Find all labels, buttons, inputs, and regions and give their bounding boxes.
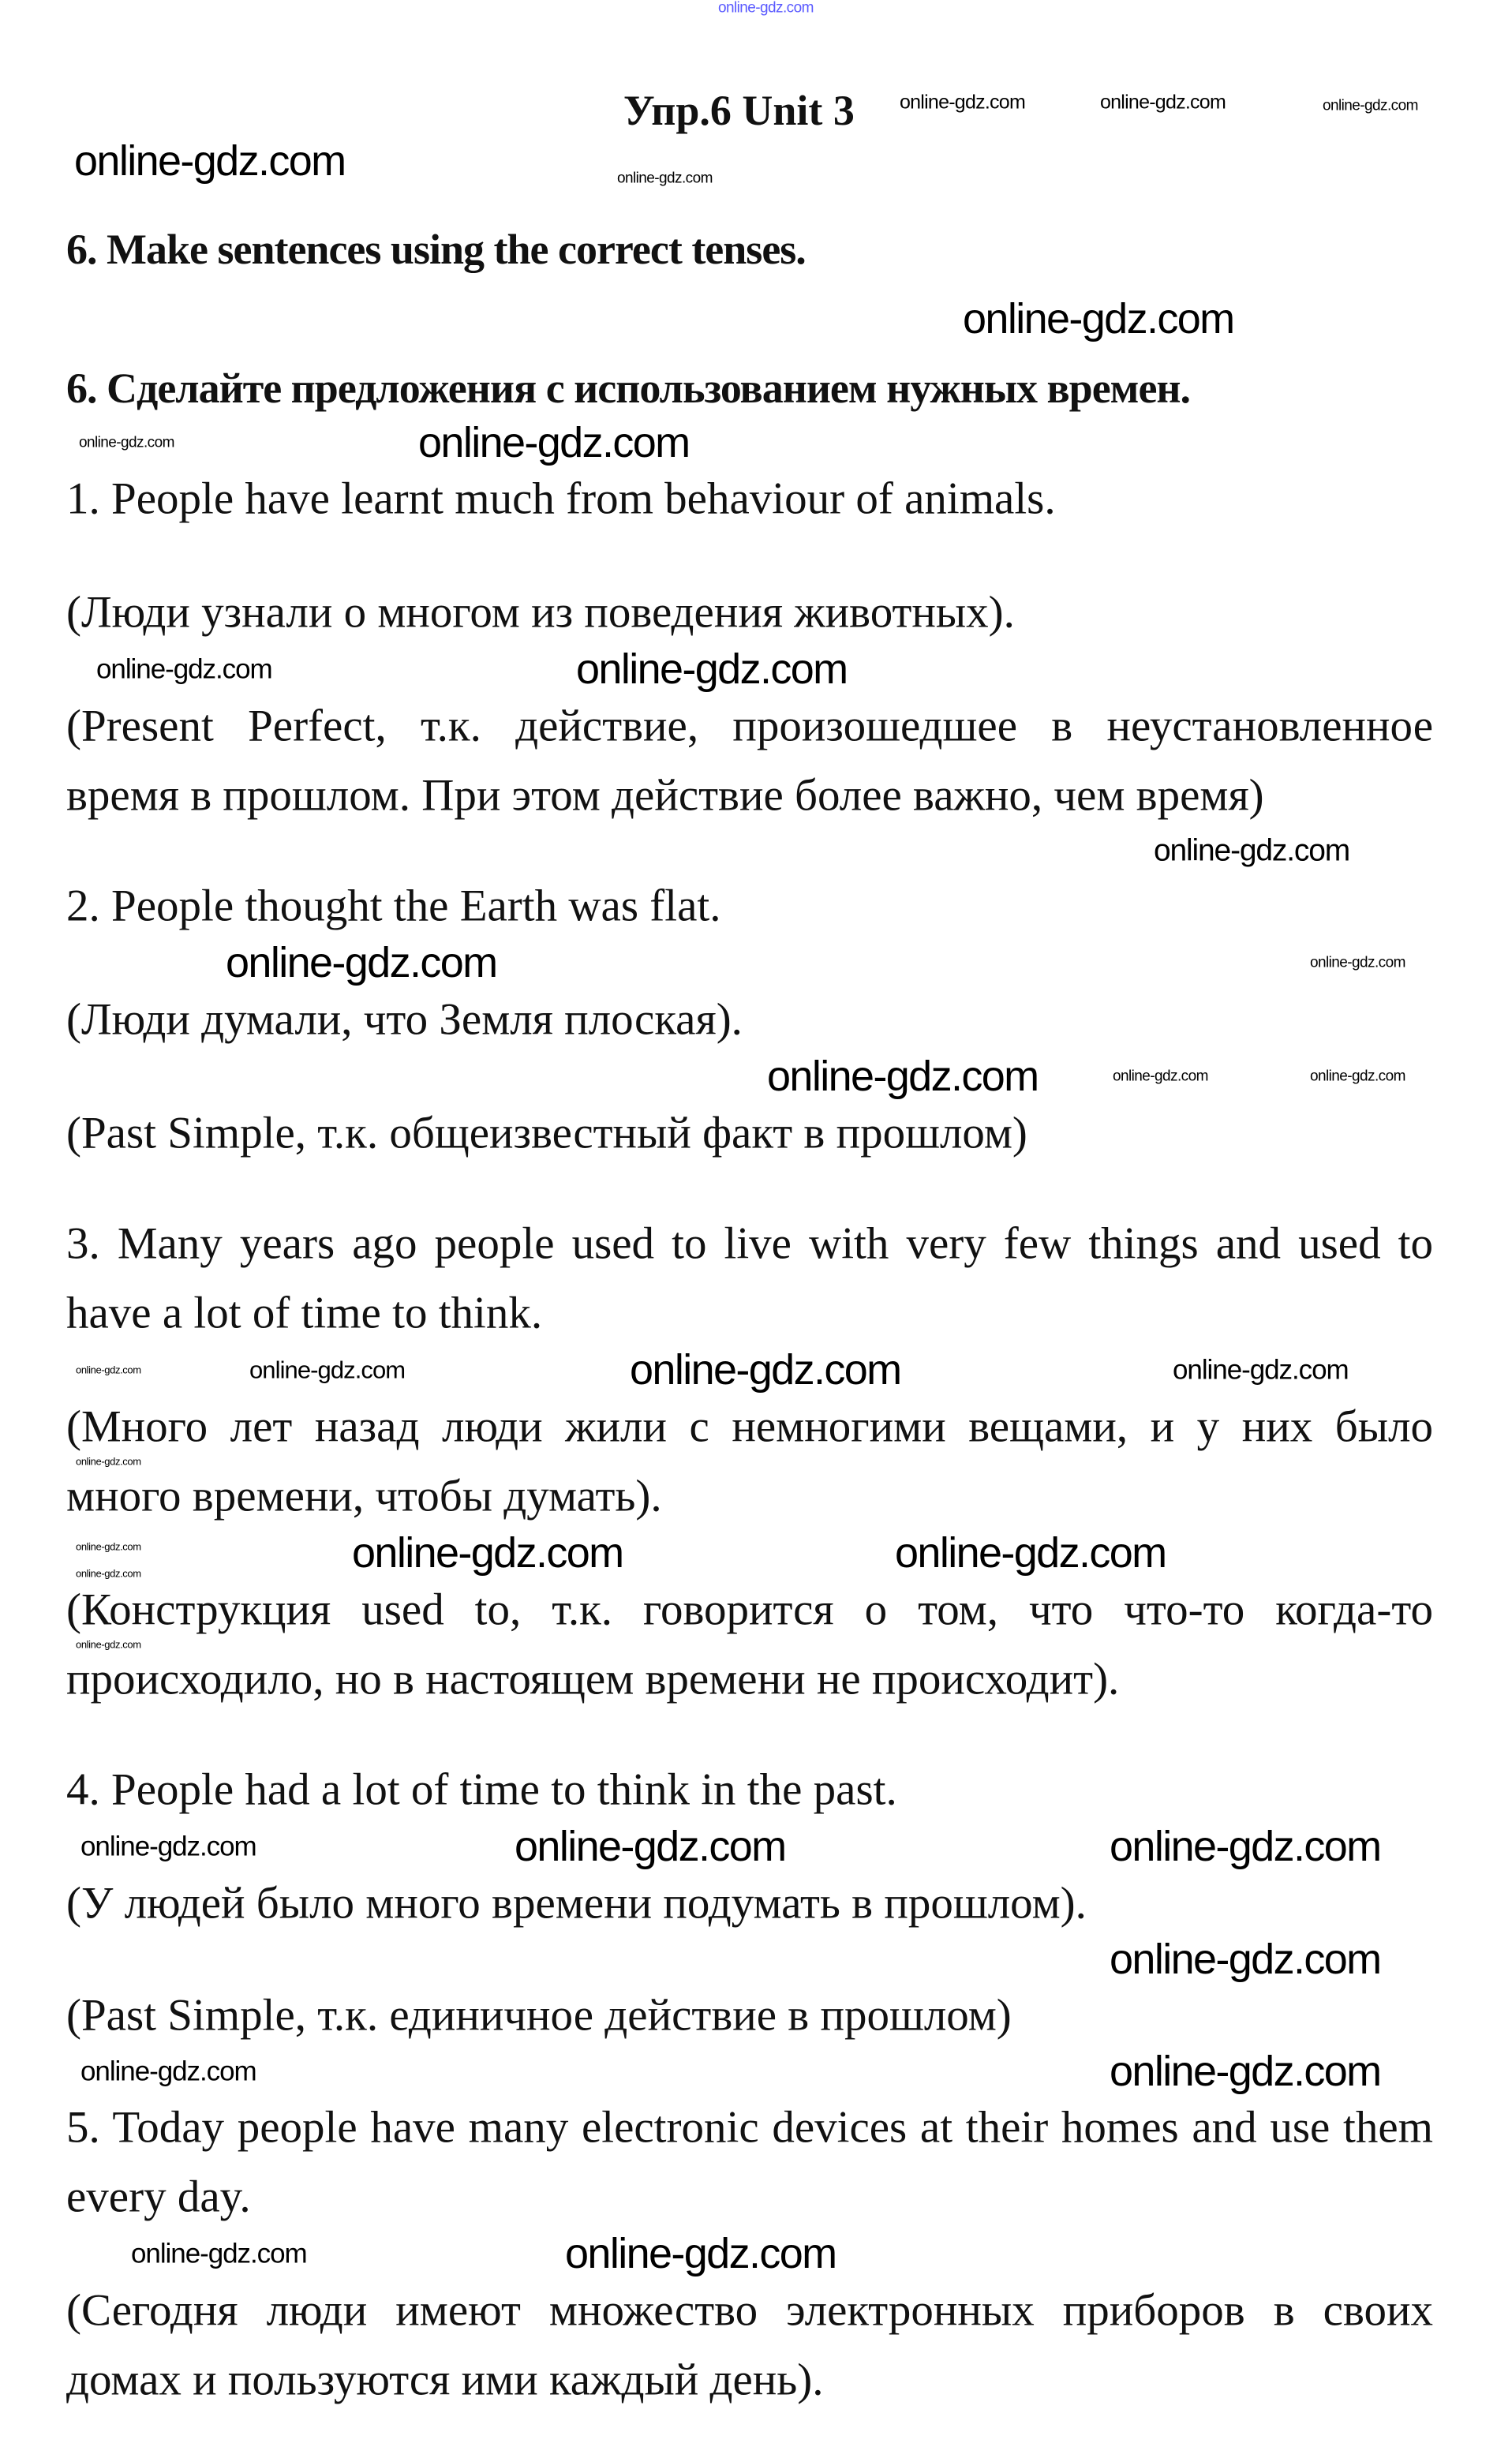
watermark: online-gdz.com bbox=[630, 1346, 901, 1394]
translation-3-line-1: (Много лет назад люди жили с немногими вещами, и у них было bbox=[66, 1401, 1433, 1452]
translation-2: (Люди думали, что Земля плоская). bbox=[66, 994, 743, 1045]
explanation-3-line-1: (Конструкция used to, т.к. говорится о том, что что-то когда-то bbox=[66, 1584, 1433, 1635]
translation-5-line-1: (Сегодня люди имеют множество электронных приборов в своих bbox=[66, 2285, 1433, 2336]
watermark: online-gdz.com bbox=[718, 0, 814, 17]
sentence-1: 1. People have learnt much from behaviour of animals. bbox=[66, 473, 1056, 524]
heading-russian: 6. Сделайте предложения с использованием нужных времен. bbox=[66, 365, 1191, 412]
watermark: online-gdz.com bbox=[1110, 1936, 1381, 1983]
explanation-1-line-2: время в прошлом. При этом действие более важно, чем время) bbox=[66, 770, 1264, 821]
watermark: online-gdz.com bbox=[249, 1356, 406, 1384]
watermark: online-gdz.com bbox=[565, 2230, 836, 2277]
translation-3-line-2: много времени, чтобы думать). bbox=[66, 1471, 662, 1521]
watermark: online-gdz.com bbox=[80, 1831, 256, 1862]
sentence-5-line-2: every day. bbox=[66, 2172, 251, 2222]
watermark: online-gdz.com bbox=[576, 645, 848, 693]
watermark: online-gdz.com bbox=[1110, 1823, 1381, 1870]
watermark: online-gdz.com bbox=[515, 1823, 786, 1870]
translation-1: (Люди узнали о многом из поведения животных). bbox=[66, 587, 1015, 638]
watermark: online-gdz.com bbox=[1310, 1068, 1405, 1085]
watermark: online-gdz.com bbox=[80, 2056, 256, 2087]
explanation-1-line-1: (Present Perfect, т.к. действие, произошедшее в неустановленное bbox=[66, 701, 1433, 751]
watermark: online-gdz.com bbox=[76, 1540, 141, 1553]
watermark: online-gdz.com bbox=[74, 137, 346, 185]
watermark: online-gdz.com bbox=[131, 2238, 307, 2269]
sentence-2: 2. People thought the Earth was flat. bbox=[66, 881, 721, 931]
watermark: online-gdz.com bbox=[352, 1529, 623, 1577]
watermark: online-gdz.com bbox=[76, 1567, 141, 1580]
watermark: online-gdz.com bbox=[895, 1529, 1166, 1577]
watermark: online-gdz.com bbox=[1310, 954, 1405, 971]
watermark: online-gdz.com bbox=[96, 653, 272, 685]
watermark: online-gdz.com bbox=[1113, 1068, 1208, 1085]
watermark: online-gdz.com bbox=[900, 91, 1026, 114]
sentence-3-line-1: 3. Many years ago people used to live with very few things and used to bbox=[66, 1218, 1433, 1269]
watermark: online-gdz.com bbox=[1173, 1354, 1349, 1386]
sentence-4: 4. People had a lot of time to think in the past. bbox=[66, 1764, 897, 1815]
watermark: online-gdz.com bbox=[617, 170, 713, 187]
translation-5-line-2: домах и пользуются ими каждый день). bbox=[66, 2355, 824, 2405]
watermark: online-gdz.com bbox=[1100, 91, 1226, 114]
explanation-2: (Past Simple, т.к. общеизвестный факт в прошлом) bbox=[66, 1108, 1027, 1158]
page-title: Упр.6 Unit 3 bbox=[623, 87, 855, 134]
watermark: online-gdz.com bbox=[963, 295, 1234, 342]
watermark: online-gdz.com bbox=[1110, 2048, 1381, 2095]
watermark: online-gdz.com bbox=[1323, 97, 1418, 114]
watermark: online-gdz.com bbox=[767, 1053, 1039, 1100]
watermark: online-gdz.com bbox=[76, 1638, 141, 1651]
explanation-4: (Past Simple, т.к. единичное действие в прошлом) bbox=[66, 1990, 1012, 2041]
watermark: online-gdz.com bbox=[79, 434, 174, 451]
sentence-3-line-2: have a lot of time to think. bbox=[66, 1288, 543, 1338]
explanation-3-line-2: происходило, но в настоящем времени не происходит). bbox=[66, 1654, 1120, 1704]
translation-4: (У людей было много времени подумать в прошлом). bbox=[66, 1878, 1087, 1929]
heading-english: 6. Make sentences using the correct tenses. bbox=[66, 226, 806, 273]
watermark: online-gdz.com bbox=[1154, 833, 1350, 868]
watermark: online-gdz.com bbox=[418, 419, 690, 466]
watermark: online-gdz.com bbox=[76, 1455, 141, 1468]
sentence-5-line-1: 5. Today people have many electronic devices at their homes and use them bbox=[66, 2102, 1433, 2153]
watermark: online-gdz.com bbox=[76, 1364, 141, 1376]
watermark: online-gdz.com bbox=[226, 939, 497, 986]
